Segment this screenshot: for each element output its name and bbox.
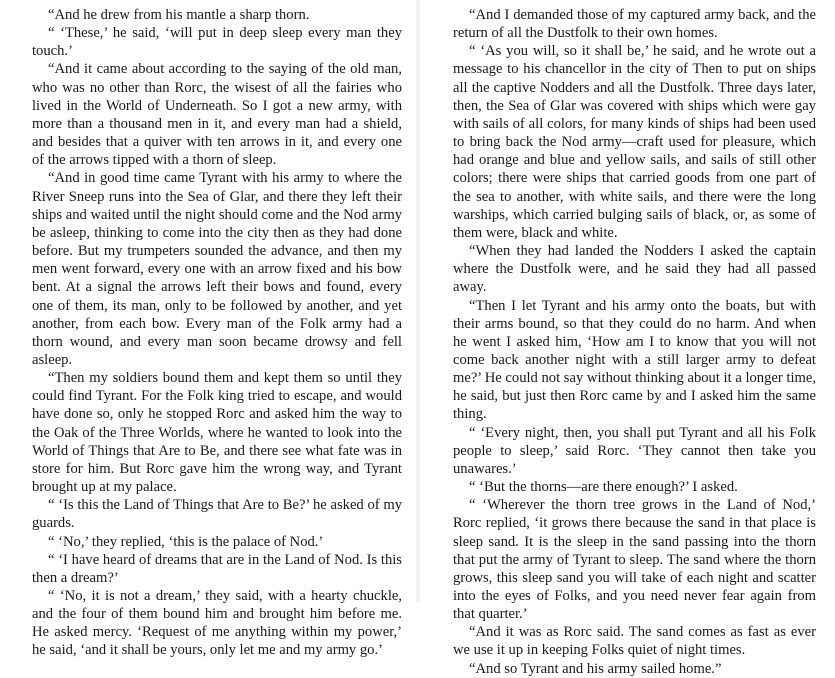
paragraph: “And I demanded those of my captured army back, and the return of all the Dustfolk to their own homes. [453,7,816,42]
paragraph: “ ‘No, it is not a dream,’ they said, with a hearty chuckle, and the four of them bound him and brought him before me. He asked mercy. ‘Request of me anything within my power,’ he said, ‘and it shall be yours, only let me and my army go.’ [32,588,402,659]
paragraph: “ ‘Every night, then, you shall put Tyrant and all his Folk people to sleep,’ said Rorc. ‘They cannot then take you unawares.’ [453,424,816,477]
paragraph: “ ‘But the thorns—are there enough?’ I asked. [469,479,738,496]
paragraph: “And in good time came Tyrant with his army to where the River Sneep runs into the Sea of Glar, and there they left their ships and waited until the night should come and the Nod army be asleep, thinking to come into the city then as they had done before. But my trumpeters sounded the advance, and then my men went forward, every one with an arrow fixed and his bow bent. At a signal the arrows left their bows and found, every one of them, its man, only to be followed by another, and yet another, from each bow. Every man of the Folk army had a thorn wound, and every man soon became drowsy and fell asleep. [32,170,402,368]
paragraph: “Then I let Tyrant and his army onto the boats, but with their arms bound, so that they could do no harm. And when he went I asked him, ‘How am I to know that you will not come back another night with a still larger army to defeat me?’ He could not say without thinking about it a longer time, he said, but just then Rorc came by and I asked him the same thing. [453,297,816,423]
left-page [32,6,402,660]
paragraph: “When they had landed the Nodders I asked the captain where the Dustfolk were, and he said they had all passed away. [453,243,816,296]
paragraph: “ ‘Is this the Land of Things that Are to Be?’ he asked of my guards. [32,497,402,532]
paragraph: “ ‘As you will, so it shall be,’ he said, and he wrote out a message to his chancellor in the city of Then to put on ships all the captive Nodders and all the Dustfolk. Three days later, then, the Sea of Glar was covered with ships which were gay with sails of all colors, for many kinds of ships had been used to bring back the Nod army—craft used for pleasure, which had orange and blue and yellow sails, and sails of still other colors; there were ships that carried goods from one part of the sea to another, with white sails, and there were the long warships, which carried bulging sails of black, or, as some of them were, black and white. [453,43,816,241]
paragraph: “ ‘No,’ they replied, ‘this is the palace of Nod.’ [48,533,324,550]
paragraph: “ ‘I have heard of dreams that are in the Land of Nod. Is this then a dream?’ [32,551,402,586]
paragraph: “And he drew from his mantle a sharp thorn. [48,7,310,23]
paragraph: “Then my soldiers bound them and kept them so until they could find Tyrant. For the Folk king tried to escape, and would have done so, only he stopped Rorc and asked him the way to the Oak of the Three Worlds, where he wanted to look into the World of Things that Are to Be, and there see what fate was in store for him. But Rorc gave him the wrong way, and Tyrant brought up at my palace. [32,370,402,496]
paragraph: “And it came about according to the saying of the old man, who was no other than Rorc, the wisest of all the fairies who lived in the World of Underneath. So I got a new army, with more than a thousand men in it, and every man had a shield, and besides that a quiver with ten arrows in it, and every one of the arrows tipped with a thorn of sleep. [32,61,402,169]
paragraph: “ ‘These,’ he said, ‘will put in deep sleep every man they touch.’ [32,25,402,60]
page-gutter [415,0,421,602]
paragraph: “And so Tyrant and his army sailed home.” [469,660,722,677]
paragraph: “ ‘Wherever the thorn tree grows in the Land of Nod,’ Rorc replied, ‘it grows there because the sand in that place is sleep sand. It is the sleep in the sand passing into the thorn that put the army of Tyrant to sleep. The sand where the thorn grows, this sleep sand you will take of each night and scatter into the eyes of Folks, and you need never fear again from that quarter.’ [453,497,816,623]
right-page [453,6,816,678]
paragraph: “And it was as Rorc said. The sand comes as fast as ever we use it up in keeping Folks quiet of night times. [453,624,816,659]
